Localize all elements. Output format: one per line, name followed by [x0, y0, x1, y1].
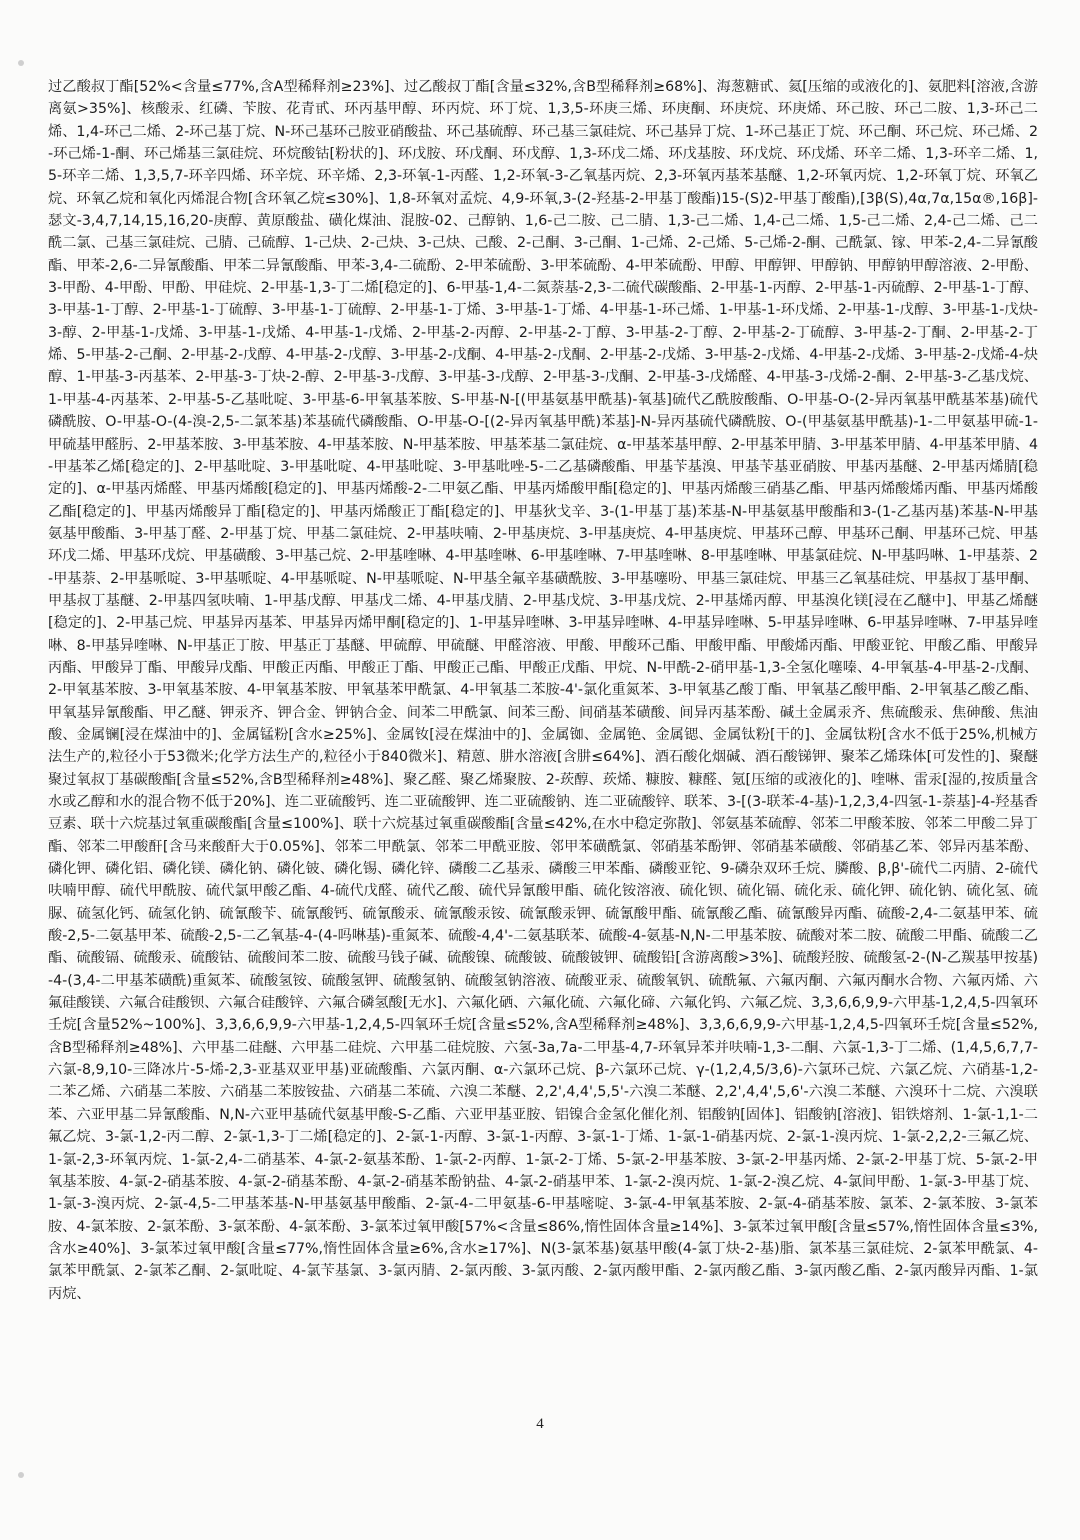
page-number: 4	[536, 1416, 544, 1432]
punch-hole-mark	[18, 60, 24, 66]
body-paragraph: 过乙酸叔丁酯[52%<含量≤77%,含A型稀释剂≥23%]、过乙酸叔丁酯[含量≤32%,含B型稀释剂≥68%]、海葱糖甙、氦[压缩的或液化的]、氨肥料[溶液,含游离氨>35%]、核酸汞、红磷、苄胺、花青甙、环丙基甲醇、环丙烷、环丁烷、1,3,5-环庚三烯、环庚酮、环庚烷、环庚烯、环己胺、环己二胺、1,3-环己二烯、1,4-环己二烯、2-环己基丁烷、N-环己基环己胺亚硝酸盐、环己基硫醇、环己基三氯硅烷、环己基异丁烷、1-环己基正丁烷、环己酮、环己烷、环己烯、2-环己烯-1-酮、环己烯基三氯硅烷、环烷酸钴[粉状的]、环戊胺、环戊酮、环戊醇、1,3-环戊二烯、环戊基胺、环戊烷、环戊烯、环辛二烯、1,3-环辛二烯、1,5-环辛二烯、1,3,5,7-环辛四烯、环辛烷、环辛烯、2,3-环氧-1-丙醛、1,2-环氧-3-乙氧基丙烷、2,3-环氧丙基苯基醚、1,2-环氧丙烷、1,2-环氧丁烷、环氧乙烷、环氧乙烷和氧化丙烯混合物[含环氧乙烷≤30%]、1,8-环氧对孟烷、4,9-环氧,3-(2-羟基-2-甲基丁酸酯)15-(S)2-甲基丁酸酯),[3β(S),4α,7α,15α®,16β]-瑟文-3,4,7,14,15,16,20-庚醇、黄原酸盐、磺化煤油、混胺-02、己醇钠、1,6-己二胺、己二腈、1,3-己二烯、1,4-己二烯、1,5-己二烯、2,4-己二烯、己二酰二氯、己基三氯硅烷、己腈、己硫醇、1-己炔、2-己炔、3-己炔、己酸、2-己酮、3-己酮、1-己烯、2-己烯、5-己烯-2-酮、己酰氯、镓、甲苯-2,4-二异氰酸酯、甲苯-2,6-二异氰酸酯、甲苯二异氰酸酯、甲苯-3,4-二硫酚、2-甲苯硫酚、3-甲苯硫酚、4-甲苯硫酚、甲醇、甲醇钾、甲醇钠、甲醇钠甲醇溶液、2-甲酚、3-甲酚、4-甲酚、甲酚、甲硅烷、2-甲基-1,3-丁二烯[稳定的]、6-甲基-1,4-二氮萘基-2,3-二硫代碳酸酯、2-甲基-1-丙醇、2-甲基-1-丙硫醇、2-甲基-1-丁醇、3-甲基-1-丁醇、2-甲基-1-丁硫醇、3-甲基-1-丁硫醇、2-甲基-1-丁烯、3-甲基-1-丁烯、4-甲基-1-环己烯、1-甲基-1-环戊烯、2-甲基-1-戊醇、3-甲基-1-戊炔-3-醇、2-甲基-1-戊烯、3-甲基-1-戊烯、4-甲基-1-戊烯、2-甲基-2-丙醇、2-甲基-2-丁醇、3-甲基-2-丁醇、2-甲基-2-丁硫醇、3-甲基-2-丁酮、2-甲基-2-丁烯、5-甲基-2-己酮、2-甲基-2-戊醇、4-甲基-2-戊醇、3-甲基-2-戊酮、4-甲基-2-戊酮、2-甲基-2-戊烯、3-甲基-2-戊烯、4-甲基-2-戊烯、3-甲基-2-戊烯-4-炔醇、1-甲基-3-丙基苯、2-甲基-3-丁炔-2-醇、2-甲基-3-戊醇、3-甲基-3-戊醇、2-甲基-3-戊酮、2-甲基-3-戊烯醛、4-甲基-3-戊烯-2-酮、2-甲基-3-乙基戊烷、1-甲基-4-丙基苯、2-甲基-5-乙基吡啶、3-甲基-6-甲氧基苯胺、S-甲基-N-[(甲基氨基甲酰基)-氧基]硫代乙酰胺酸酯、O-甲基-O-(2-异丙氧基甲酰基苯基)硫代磷酰胺、O-甲基-O-(4-溴-2,5-二氯苯基)苯基硫代磷酸酯、O-甲基-O-[(2-异丙氧基甲酰)苯基]-N-异丙基硫代磷酰胺、O-(甲基氨基甲酰基)-1-二甲氨基甲硫-1-甲硫基甲醛肟、2-甲基苯胺、3-甲基苯胺、4-甲基苯胺、N-甲基苯胺、甲基苯基二氯硅烷、α-甲基苯基甲醇、2-甲基苯甲腈、3-甲基苯甲腈、4-甲基苯甲腈、4-甲基苯乙烯[稳定的]、2-甲基吡啶、3-甲基吡啶、4-甲基吡啶、3-甲基吡唑-5-二乙基磷酸酯、甲基苄基溴、甲基苄基亚硝胺、甲基丙基醚、2-甲基丙烯腈[稳定的]、α-甲基丙烯醛、甲基丙烯酸[稳定的]、甲基丙烯酸-2-二甲氨乙酯、甲基丙烯酸甲酯[稳定的]、甲基丙烯酸三硝基乙酯、甲基丙烯酸烯丙酯、甲基丙烯酸乙酯[稳定的]、甲基丙烯酸异丁酯[稳定的]、甲基丙烯酸正丁酯[稳定的]、甲基狄戈辛、3-(1-甲基丁基)苯基-N-甲基氨基甲酸酯和3-(1-乙基丙基)苯基-N-甲基氨基甲酸酯、3-甲基丁醛、2-甲基丁烷、甲基二氯硅烷、2-甲基呋喃、2-甲基庚烷、3-甲基庚烷、4-甲基庚烷、甲基环己醇、甲基环己酮、甲基环己烷、甲基环戊二烯、甲基环戊烷、甲基磺酸、3-甲基己烷、2-甲基喹啉、4-甲基喹啉、6-甲基喹啉、7-甲基喹啉、8-甲基喹啉、甲基氯硅烷、N-甲基吗啉、1-甲基萘、2-甲基萘、2-甲基哌啶、3-甲基哌啶、4-甲基哌啶、N-甲基哌啶、N-甲基全氟辛基磺酰胺、3-甲基噻吩、甲基三氯硅烷、甲基三乙氧基硅烷、甲基叔丁基甲酮、甲基叔丁基醚、2-甲基四氢呋喃、1-甲基戊醇、甲基戊二烯、4-甲基戊腈、2-甲基戊烷、3-甲基戊烷、2-甲基烯丙醇、甲基溴化镁[浸在乙醚中]、甲基乙烯醚[稳定的]、2-甲基己烷、甲基异丙基苯、甲基异丙烯甲酮[稳定的]、1-甲基异喹啉、3-甲基异喹啉、4-甲基异喹啉、5-甲基异喹啉、6-甲基异喹啉、7-甲基异喹啉、8-甲基异喹啉、N-甲基正丁胺、甲基正丁基醚、甲硫醇、甲硫醚、甲醛溶液、甲酸、甲酸环己酯、甲酸甲酯、甲酸烯丙酯、甲酸亚铊、甲酸乙酯、甲酸异丙酯、甲酸异丁酯、甲酸异戊酯、甲酸正丙酯、甲酸正丁酯、甲酸正己酯、甲酸正戊酯、甲烷、N-甲酰-2-硝甲基-1,3-全氢化噻嗪、4-甲氧基-4-甲基-2-戊酮、2-甲氧基苯胺、3-甲氧基苯胺、4-甲氧基苯胺、甲氧基苯甲酰氯、4-甲氧基二苯胺-4'-氯化重氮苯、3-甲氧基乙酸丁酯、甲氧基乙酸甲酯、2-甲氧基乙酸乙酯、甲氧基异氰酸酯、甲乙醚、钾汞齐、钾合金、钾钠合金、间苯二甲酰氯、间苯三酚、间硝基苯磺酸、间异丙基苯酚、碱土金属汞齐、焦硫酸汞、焦砷酸、焦油酸、金属镧[浸在煤油中的]、金属锰粉[含水≥25%]、金属钕[浸在煤油中的]、金属铷、金属铯、金属锶、金属钛粉[干的]、金属钛粉[含水不低于25%,机械方法生产的,粒径小于53微米;化学方法生产的,粒径小于840微米]、精蒽、肼水溶液[含肼≤64%]、酒石酸化烟碱、酒石酸锑钾、聚苯乙烯珠体[可发性的]、聚醚聚过氧叔丁基碳酸酯[含量≤52%,含B型稀释剂≥48%]、聚乙醛、聚乙烯聚胺、2-莰醇、莰烯、糠胺、糠醛、氪[压缩的或液化的]、喹啉、雷汞[湿的,按质量含水或乙醇和水的混合物不低于20%]、连二亚硫酸钙、连二亚硫酸钾、连二亚硫酸钠、连二亚硫酸锌、联苯、3-[(3-联苯-4-基)-1,2,3,4-四氢-1-萘基]-4-羟基香豆素、联十六烷基过氧重碳酸酯[含量≤100%]、联十六烷基过氧重碳酸酯[含量≤42%,在水中稳定弥散]、邻氨基苯硫醇、邻苯二甲酸苯胺、邻苯二甲酸二异丁酯、邻苯二甲酸酐[含马来酸酐大于0.05%]、邻苯二甲酰氯、邻苯二甲酰亚胺、邻甲苯磺酰氯、邻硝基苯酚钾、邻硝基苯磺酸、邻硝基乙苯、邻异丙基苯酚、磷化钾、磷化铝、磷化镁、磷化钠、磷化铍、磷化锡、磷化锌、磷酸二乙基汞、磷酸三甲苯酯、磷酸亚铊、9-磷杂双环壬烷、膦酸、β,β'-硫代二丙腈、2-硫代呋喃甲醇、硫代甲酰胺、硫代氯甲酸乙酯、4-硫代戊醛、硫代乙酸、硫代异氰酸甲酯、硫化铵溶液、硫化钡、硫化镉、硫化汞、硫化钾、硫化钠、硫化氢、硫脲、硫氢化钙、硫氢化钠、硫氰酸苄、硫氰酸钙、硫氰酸汞、硫氰酸汞铵、硫氰酸汞钾、硫氰酸甲酯、硫氰酸乙酯、硫氰酸异丙酯、硫酸-2,4-二氨基甲苯、硫酸-2,5-二氨基甲苯、硫酸-2,5-二乙氧基-4-(4-吗啉基)-重氮苯、硫酸-4,4'-二氨基联苯、硫酸-4-氨基-N,N-二甲基苯胺、硫酸对苯二胺、硫酸二甲酯、硫酸二乙酯、硫酸镉、硫酸汞、硫酸钴、硫酸间苯二胺、硫酸马钱子碱、硫酸镍、硫酸铍、硫酸铍钾、硫酸铅[含游离酸>3%]、硫酸羟胺、硫酸氢-2-(N-乙羰基甲按基)-4-(3,4-二甲基苯磺酰)重氮苯、硫酸氢铵、硫酸氢钾、硫酸氢钠、硫酸氢钠溶液、硫酸亚汞、硫酸氧钒、硫酰氟、六氟丙酮、六氟丙酮水合物、六氟丙烯、六氟硅酸镁、六氟合硅酸钡、六氟合硅酸锌、六氟合磷氢酸[无水]、六氟化硒、六氟化硫、六氟化碲、六氟化钨、六氟乙烷、3,3,6,6,9,9-六甲基-1,2,4,5-四氧环壬烷[含量52%~100%]、3,3,6,6,9,9-六甲基-1,2,4,5-四氧环壬烷[含量≤52%,含A型稀释剂≥48%]、3,3,6,6,9,9-六甲基-1,2,4,5-四氧环壬烷[含量≤52%,含B型稀释剂≥48%]、六甲基二硅醚、六甲基二硅烷、六甲基二硅烷胺、六氢-3a,7a-二甲基-4,7-环氧异苯并呋喃-1,3-二酮、六氯-1,3-丁二烯、(1,4,5,6,7,7-六氯-8,9,10-三降冰片-5-烯-2,3-亚基双亚甲基)亚硫酸酯、六氯丙酮、α-六氯环己烷、β-六氯环己烷、γ-(1,2,4,5/3,6)-六氯环己烷、六氯乙烷、六硝基-1,2-二苯乙烯、六硝基二苯胺、六硝基二苯胺铵盐、六硝基二苯硫、六溴二苯醚、2,2',4,4',5,5'-六溴二苯醚、2,2',4,4',5,6'-六溴二苯醚、六溴环十二烷、六溴联苯、六亚甲基二异氰酸酯、N,N-六亚甲基硫代氨基甲酸-S-乙酯、六亚甲基亚胺、铝镍合金氢化催化剂、铝酸钠[固体]、铝酸钠[溶液]、铝铁熔剂、1-氯-1,1-二氟乙烷、3-氯-1,2-丙二醇、2-氯-1,3-丁二烯[稳定的]、2-氯-1-丙醇、3-氯-1-丙醇、3-氯-1-丁烯、1-氯-1-硝基丙烷、2-氯-1-溴丙烷、1-氯-2,2,2-三氟乙烷、1-氯-2,3-环氧丙烷、1-氯-2,4-二硝基苯、4-氯-2-氨基苯酚、1-氯-2-丙醇、1-氯-2-丁烯、5-氯-2-甲基苯胺、3-氯-2-甲基丙烯、2-氯-2-甲基丁烷、5-氯-2-甲氧基苯胺、4-氯-2-硝基苯胺、4-氯-2-硝基苯酚、4-氯-2-硝基苯酚钠盐、4-氯-2-硝基甲苯、1-氯-2-溴丙烷、1-氯-2-溴乙烷、4-氯间甲酚、1-氯-3-甲基丁烷、1-氯-3-溴丙烷、2-氯-4,5-二甲基苯基-N-甲基氨基甲酸酯、2-氯-4-二甲氨基-6-甲基嘧啶、3-氯-4-甲氧基苯胺、2-氯-4-硝基苯胺、氯苯、2-氯苯胺、3-氯苯胺、4-氯苯胺、2-氯苯酚、3-氯苯酚、4-氯苯酚、3-氯苯过氧甲酸[57%<含量≤86%,惰性固体含量≥14%]、3-氯苯过氧甲酸[含量≤57%,惰性固体含量≤3%,含水≥40%]、3-氯苯过氧甲酸[含量≤77%,惰性固体含量≥6%,含水≥17%]、N(3-氯苯基)氨基甲酸(4-氯丁炔-2-基)脂、氯苯基三氯硅烷、2-氯苯甲酰氯、4-氯苯甲酰氯、2-氯苯乙酮、2-氯吡啶、4-氯苄基氯、3-氯丙腈、2-氯丙酸、3-氯丙酸、2-氯丙酸甲酯、2-氯丙酸乙酯、3-氯丙酸乙酯、2-氯丙酸异丙酯、1-氯丙烷、	[48, 79, 1038, 1302]
punch-hole-mark	[18, 1472, 24, 1478]
